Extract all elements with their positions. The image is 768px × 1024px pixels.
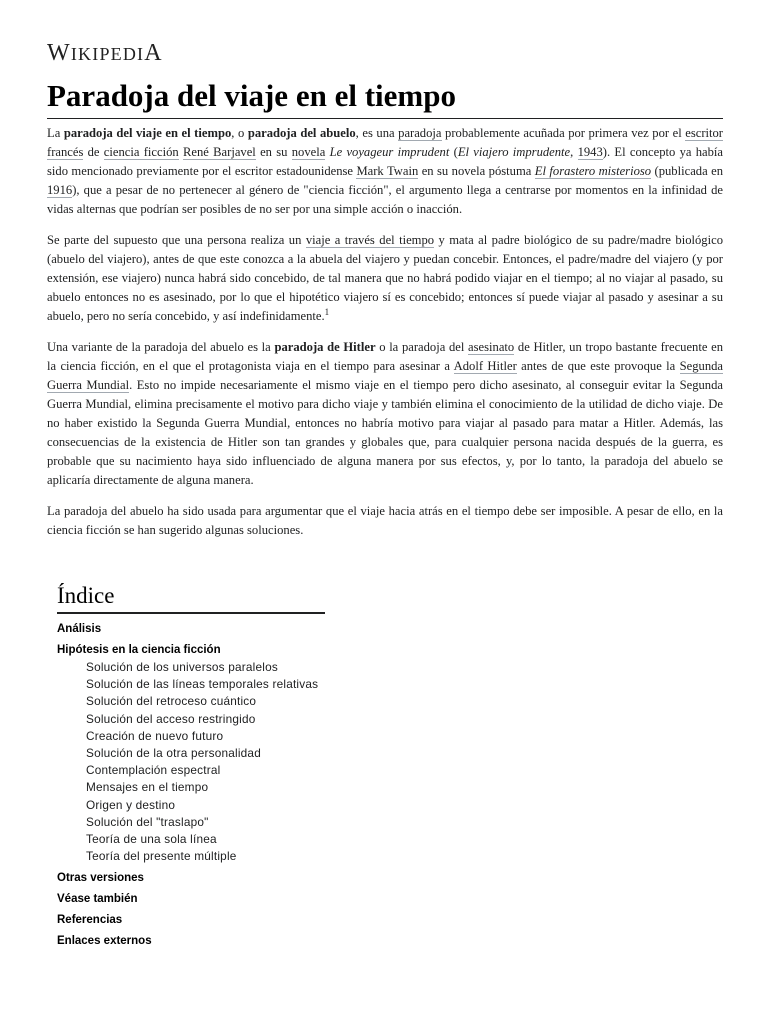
link-viaje-a-traves-del-tiempo[interactable]: viaje a través del tiempo (305, 233, 435, 247)
toc-subitem[interactable]: Solución de los universos paralelos (86, 660, 278, 674)
paragraph-solutions: La paradoja del abuelo ha sido usada para argumentar que el viaje hacia atrás en el tiempo debe ser imposible. A pesar de ello, en la ciencia ficción se han sugerido algunas soluciones. (47, 504, 723, 537)
link-paradoja[interactable]: paradoja (398, 126, 442, 140)
paragraph-premise: Se parte del supuesto que una persona realiza un viaje a través del tiempo y mata al padre biológico de su padre/madre biológico (abuelo del viajero), antes de que este conozca a la abuela del viajero y puedan concebir. Entonces, el padre/madre del viajero (y por extensión, ese viajero) nunca habrá sido concebido, de tal manera que no habrá podido viajar en el tiempo; al no viajar al pasado, su abuelo entonces no es asesinado, por lo que el hipotético viajero sí es concebido; entonces sí puede viajar al pasado y asesinar a su abuelo, pero no sería concebido, y así indefinidamente.$^1$ (47, 233, 723, 323)
toc-subitem[interactable]: Origen y destino (86, 797, 176, 812)
toc-subitem[interactable]: Teoría del presente múltiple (86, 849, 237, 864)
toc-subitem[interactable]: Solución del acceso restringido (86, 711, 256, 726)
table-of-contents (57, 582, 377, 950)
toc-subitem[interactable]: Solución del retroceso cuántico (86, 694, 257, 709)
link-adolf-hitler[interactable]: Adolf Hitler (453, 359, 517, 373)
link-rene-barjavel[interactable]: René Barjavel (182, 145, 256, 159)
toc-item-hipotesis[interactable]: Hipótesis en la ciencia ficción Solución de los universos paralelos Solución de las líneas temporales relativas Solución del retroceso cuántico Solución del acceso restringido Creación de nuevo futuro Solución de la otra personalidad Contemplación espectral Mensajes en el tiempo Origen y destino Solución del "traslapo" Teoría de una sola línea Teoría del presente múltiple (57, 642, 377, 865)
link-1916[interactable]: 1916 (47, 183, 73, 197)
toc-item-analisis[interactable]: Análisis (57, 623, 102, 635)
link-escritor-frances[interactable]: escritor francés (47, 126, 723, 159)
link-el-forastero-misterioso[interactable]: El forastero misterioso (534, 164, 652, 178)
article-body (47, 124, 723, 552)
page-title: Paradoja del viaje en el tiempo (47, 78, 723, 119)
paragraph-intro: La paradoja del viaje en el tiempo, o paradoja del abuelo, es una paradoja probablemente acuñada por primera vez por el escritor francés de ciencia ficción René Barjavel en su novela Le voyageur imprudent (El viajero imprudente, 1943). El concepto ya había sido mencionado previamente por el escritor estadounidense Mark Twain en su novela póstuma El forastero misterioso (publicada en 1916), que a pesar de no pertenecer al género de "ciencia ficción", el argumento llega a centrarse por momentos en la infinidad de vidas alternas que podrían ser posibles de no ser por una simple acción o inacción. (47, 126, 724, 216)
toc-item-otras-versiones[interactable]: Otras versiones (57, 872, 144, 885)
toc-item-enlaces-externos[interactable]: Enlaces externos (57, 935, 152, 948)
wikipedia-logo[interactable]: WIKIPEDIA (47, 40, 163, 66)
toc-subitem[interactable]: Solución de la otra personalidad (86, 746, 261, 761)
toc-subitem[interactable]: Solución de las líneas temporales relativas (86, 677, 319, 692)
link-ciencia-ficcion[interactable]: ciencia ficción (103, 145, 179, 159)
paragraph-hitler: Una variante de la paradoja del abuelo es la paradoja de Hitler o la paradoja del asesinato de Hitler, un tropo bastante frecuente en la ciencia ficción, en el que el protagonista viaja en el tiempo para asesinar a Adolf Hitler antes de que este provoque la Segunda Guerra Mundial. Esto no impide necesariamente el mismo viaje en el tiempo pero dicho asesinato, al conseguir evitar la Segunda Guerra Mundial, elimina precisamente el motivo para dicho viaje y también elimina el conocimiento de la utilidad de dicho viaje. De no haber existido la Segunda Guerra Mundial, entonces no habría motivo para viajar al pasado para matar a Hitler. Además, las consecuencias de la existencia de Hitler son tan grandes y globales que, para cualquier persona nacida después de la guerra, es probable que su nacimiento haya sido influenciado de alguna manera por sus efectos, y, por lo tanto, la paradoja del abuelo se aplicaría directamente de alguna manera. (47, 340, 724, 487)
toc-item-vease-tambien[interactable]: Véase también (57, 893, 138, 906)
toc-subitem[interactable]: Teoría de una sola línea (86, 832, 217, 847)
toc-title: Índice (57, 582, 325, 614)
link-asesinato[interactable]: asesinato (468, 340, 515, 354)
link-novela[interactable]: novela (291, 145, 326, 159)
link-segunda-guerra-mundial[interactable]: Segunda Guerra Mundial (47, 359, 724, 392)
toc-subitem[interactable]: Solución del "traslapo" (86, 814, 209, 829)
toc-item-referencias[interactable]: Referencias (57, 914, 123, 927)
toc-subitem[interactable]: Creación de nuevo futuro (86, 728, 224, 743)
toc-subitem[interactable]: Contemplación espectral (86, 763, 221, 778)
toc-subitem[interactable]: Mensajes en el tiempo (86, 780, 209, 795)
toc-sublist (57, 659, 377, 865)
link-1943[interactable]: 1943 (577, 145, 603, 159)
link-mark-twain[interactable]: Mark Twain (356, 164, 419, 178)
reference-marker[interactable]: 1 (324, 306, 330, 317)
